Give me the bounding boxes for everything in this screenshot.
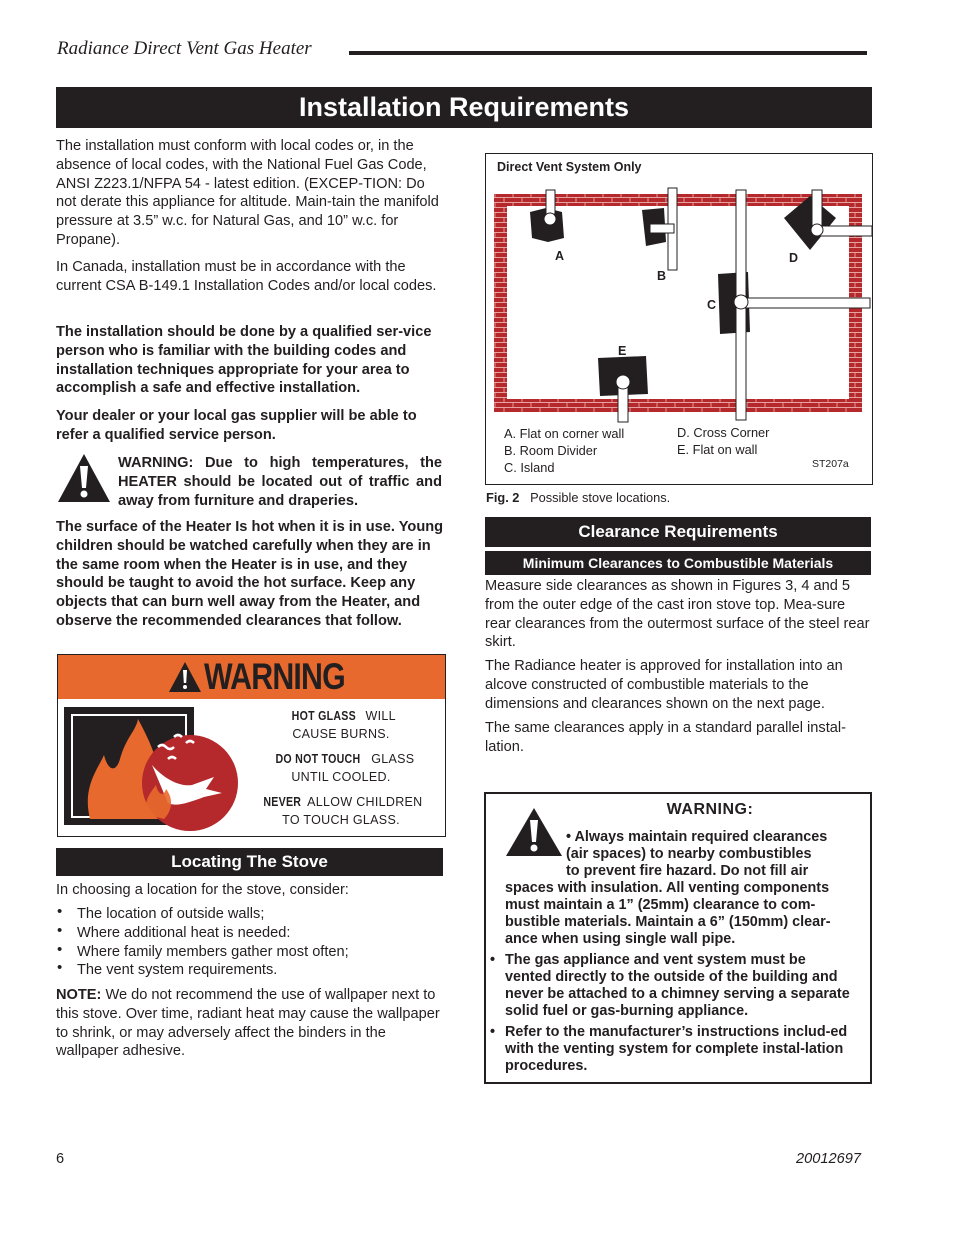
list-item: • The location of outside walls;: [56, 905, 444, 924]
hot-glass-warning-label: [57, 654, 446, 837]
hot-glass-pictogram-icon: [64, 707, 244, 831]
legend-left: [504, 425, 624, 476]
warning-banner-title: WARNING: [204, 656, 345, 697]
clearance-warning-box: [484, 792, 872, 1084]
warning-label-banner: [58, 655, 445, 699]
note-label: NOTE:: [56, 987, 102, 1003]
locating-stove-heading: Locating The Stove: [56, 848, 443, 876]
room-plan-diagram: [486, 182, 872, 427]
clearance-paragraph-1: Measure side clearances as shown in Figures 3, 4 and 5 from the outer edge of the cast iron stove top. Mea-sure rear clearances from the outermost surface of the steel rear skirt.: [485, 578, 870, 651]
legend-item: C. Island: [504, 460, 555, 475]
label-d: D: [789, 251, 799, 265]
locating-intro: In choosing a location for the stove, consider:: [56, 882, 349, 898]
list-item: • The vent system requirements.: [56, 961, 444, 980]
warning-triangle-icon: [56, 452, 112, 504]
hot-surface-paragraph: The surface of the Heater Is hot when it is in use. Young children should be watched carefully when they are in the same room when the Heater is in use, and they should be taught to avoid the hot surface. Keep any objects that can burn well away from the Heater, and observe the recommended clearances that follow.: [56, 519, 444, 629]
legend-item: D. Cross Corner: [677, 425, 770, 440]
legend-item: E. Flat on wall: [677, 442, 758, 457]
warning-bullet3: Refer to the manufacturer’s instructions includ-ed with the venting system for complete instal-lation procedures.: [505, 1024, 848, 1074]
clearance-paragraph-3: The same clearances apply in a standard parallel instal-lation.: [485, 720, 846, 755]
doc-number: 20012697: [796, 1151, 861, 1167]
label-b: B: [657, 269, 667, 283]
dealer-paragraph: Your dealer or your local gas supplier will be able to refer a qualified service person.: [56, 408, 417, 443]
legend-item: A. Flat on corner wall: [504, 426, 625, 441]
do-not-touch-line2: UNTIL COOLED.: [291, 770, 391, 784]
hot-glass-rest: WILL: [361, 709, 396, 723]
legend-item: B. Room Divider: [504, 443, 598, 458]
note-paragraph: [56, 986, 444, 1061]
caption-label: Fig. 2: [486, 490, 520, 505]
never-line2: TO TOUCH GLASS.: [282, 813, 400, 827]
warning-bullet1-lines: [566, 829, 827, 880]
warning-bullet1-line3: to prevent fire hazard. Do not fill air: [566, 863, 809, 879]
bullet-dot: •: [490, 1024, 496, 1040]
label-e: E: [618, 344, 627, 358]
hot-glass-line2: CAUSE BURNS.: [292, 727, 390, 741]
qualified-paragraph: The installation should be done by a qualified ser-vice person who is familiar with the building codes and installation techniques appropriate for your area to accomplish a safe and effective installation.: [56, 324, 432, 397]
do-not-touch-rest: GLASS: [367, 752, 415, 766]
warning-bullet2: The gas appliance and vent system must be vented directly to the outside of the building and never be attached to a chimney serving a separate solid fuel or gas-burning appliance.: [505, 952, 850, 1019]
caption-text: Possible stove locations.: [530, 490, 671, 505]
page-title: Installation Requirements: [56, 87, 872, 128]
list-item: • Where additional heat is needed:: [56, 924, 444, 943]
bullet-dot: •: [490, 952, 496, 968]
never-bold: NEVER: [262, 795, 301, 809]
warning-bullet1-line2: (air spaces) to nearby combustibles: [566, 846, 812, 862]
canada-paragraph: In Canada, installation must be in accordance with the current CSA B-149.1 Installation Codes and/or local codes.: [56, 259, 437, 294]
locating-list: [56, 905, 444, 980]
hot-glass-bold: HOT GLASS: [291, 709, 357, 723]
stove-locations-figure: [485, 153, 873, 485]
figure-caption: [486, 490, 670, 505]
figure-heading: Direct Vent System Only: [497, 160, 642, 174]
warning-box-triangle-icon: [504, 806, 564, 858]
legend-right: [677, 424, 769, 458]
clearance-paragraph-2: The Radiance heater is approved for installation into an alcove constructed of combustible materials to the dimensions and clearances shown on the next page.: [485, 658, 843, 712]
warning-bullet1-line1: • Always maintain required clearances: [566, 829, 828, 845]
note-text: We do not recommend the use of wallpaper next to this stove. Over time, radiant heat may cause the wallpaper to shrink, or may adversely affect the binders in the wallpaper adhesive.: [56, 987, 440, 1060]
never-rest: ALLOW CHILDREN: [304, 795, 423, 809]
page-number: 6: [56, 1151, 65, 1167]
warning-banner-triangle-icon: [168, 661, 202, 693]
figure-code: ST207a: [812, 458, 849, 470]
warning-label-text: [244, 707, 438, 829]
clearance-heading: Clearance Requirements: [485, 517, 871, 547]
min-clearances-subheading: Minimum Clearances to Combustible Materials: [485, 551, 871, 575]
running-header: Radiance Direct Vent Gas Heater: [57, 38, 312, 59]
warning-bullet1-rest: spaces with insulation. All venting components must maintain a 1” (25mm) clearance to com-bustible materials. Maintain a 6” (150mm) clear-ance when using single wall pipe.: [505, 880, 831, 947]
intro-paragraph: The installation must conform with local codes or, in the absence of local codes, with the National Fuel Gas Code, ANSI Z223.1/NFPA 54 - latest edition. (EXCEP-TION: Do not derate this appliance for altitude. Main-tain the manifold pressure at 3.5” w.c. for Natural Gas, and 10” w.c. for Propane).: [56, 138, 439, 248]
label-a: A: [555, 249, 565, 263]
warning-box-title: WARNING:: [666, 801, 754, 818]
heater-warning-text: WARNING: Due to high temperatures, the HEATER should be located out of traffic and away from furniture and draperies.: [118, 455, 442, 509]
do-not-touch-bold: DO NOT TOUCH: [275, 752, 360, 766]
header-rule: [349, 51, 867, 55]
list-item: • Where family members gather most often;: [56, 943, 444, 962]
label-c: C: [707, 298, 717, 312]
